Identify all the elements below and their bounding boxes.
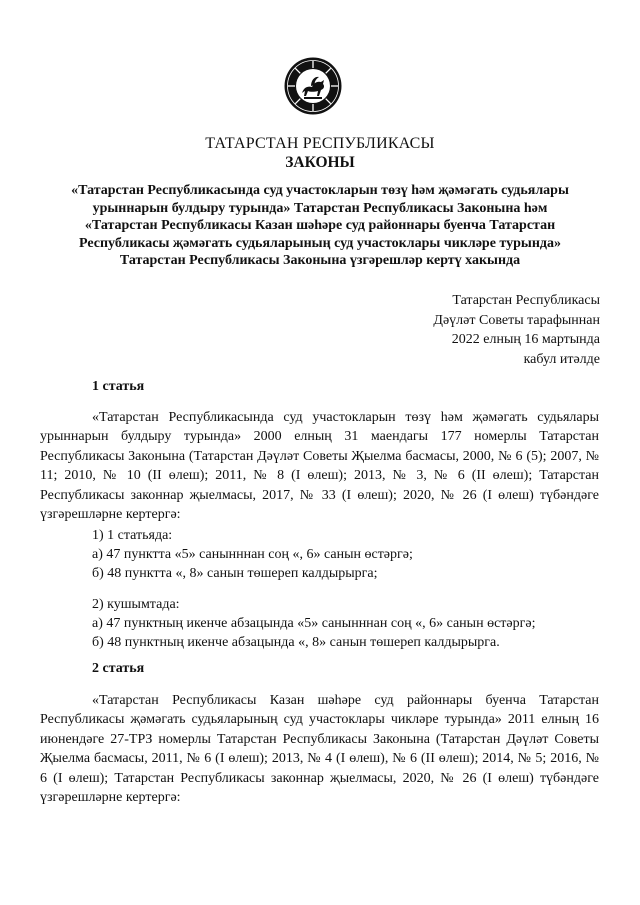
- adoption-line: Дәүләт Советы тарафыннан: [433, 312, 600, 328]
- title-line: Республикасы җәмәгать судьяларының суд участоклары чикләре турында»: [79, 235, 561, 251]
- law-heading: ЗАКОНЫ: [285, 154, 355, 171]
- article-2-text: «Татарстан Республикасы Казан шәһәре суд районнары буенча Татарстан Республикасы җәмәгать судьяларының суд участоклары чикләре турында» 2011 елның 16 июнендәге 27-ТРЗ номерлы Татарстан Республикасы Законына (Татарстан Дәүләт Советы Җыелма басмасы, 2011, № 6 (I өлеш); 2013, № 4 (I өлеш), № 6 (II өлеш); 2014, № 5; 2016, № 6 (I өлеш); Татарстан Республикасы законнар җыелмасы, 2020, № 26 (I өлеш) түбәндәге үзгәрешләрне кертергә:: [40, 693, 599, 806]
- title-line: «Татарстан Республикасында суд участокларын төзү һәм җәмәгать судьялары: [71, 183, 569, 198]
- article-1-list-2: [92, 595, 535, 652]
- list-item: а) 47 пунктта «5» санынннан соң «, 6» санын өстәргә;: [92, 547, 413, 562]
- article-2-heading: 2 статья: [92, 661, 145, 676]
- article-1-heading: 1 статья: [92, 379, 145, 394]
- title-line: урыннарын булдыру турында» Татарстан Республикасы Законына һәм: [92, 200, 548, 216]
- republic-heading: ТАТАРСТАН РЕСПУБЛИКАСЫ: [205, 135, 435, 152]
- list-item: а) 47 пунктның икенче абзацында «5» санынннан соң «, 6» санын өстәргә;: [92, 616, 536, 631]
- adoption-line: 2022 елның 16 мартында: [451, 332, 600, 347]
- document-title: [40, 182, 600, 270]
- list-item: 2) кушымтада:: [92, 597, 180, 612]
- coat-of-arms-icon: [283, 56, 343, 116]
- list-item: б) 48 пунктта «, 8» санын төшереп калдырырга;: [92, 566, 378, 581]
- article-1-text: «Татарстан Республикасында суд участокларын төзү һәм җәмәгать судьялары урыннарын булдыру турында» 2000 елның 31 маендагы 177 номерлы Татарстан Республикасы Законына (Татарстан Дәүләт Советы Җыелма басмасы, 2000, № 6 (5); 2007, № 11; 2010, № 10 (II өлеш); 2011, № 8 (I өлеш); 2013, № 3, № 6 (II өлеш); Татарстан Республикасы законнар җыелмасы, 2017, № 33 (I өлеш); 2020, № 26 (I өлеш) түбәндәге үзгәрешләрне кертергә:: [40, 410, 599, 523]
- coat-of-arms-emblem: [283, 56, 343, 116]
- list-item: 1) 1 статьяда:: [92, 528, 173, 543]
- adoption-line: Татарстан Республикасы: [452, 293, 600, 308]
- title-line: «Татарстан Республикасы Казан шәһәре суд районнары буенча Татарстан: [84, 218, 556, 233]
- adoption-note: [433, 291, 600, 369]
- title-line: Татарстан Республикасы Законына үзгәрешләр кертү хакында: [119, 253, 521, 268]
- article-1-list-1: [92, 526, 413, 583]
- adoption-line: кабул итәлдe: [523, 351, 600, 367]
- list-item: б) 48 пунктның икенче абзацында «, 8» санын төшереп калдырырга.: [92, 635, 500, 650]
